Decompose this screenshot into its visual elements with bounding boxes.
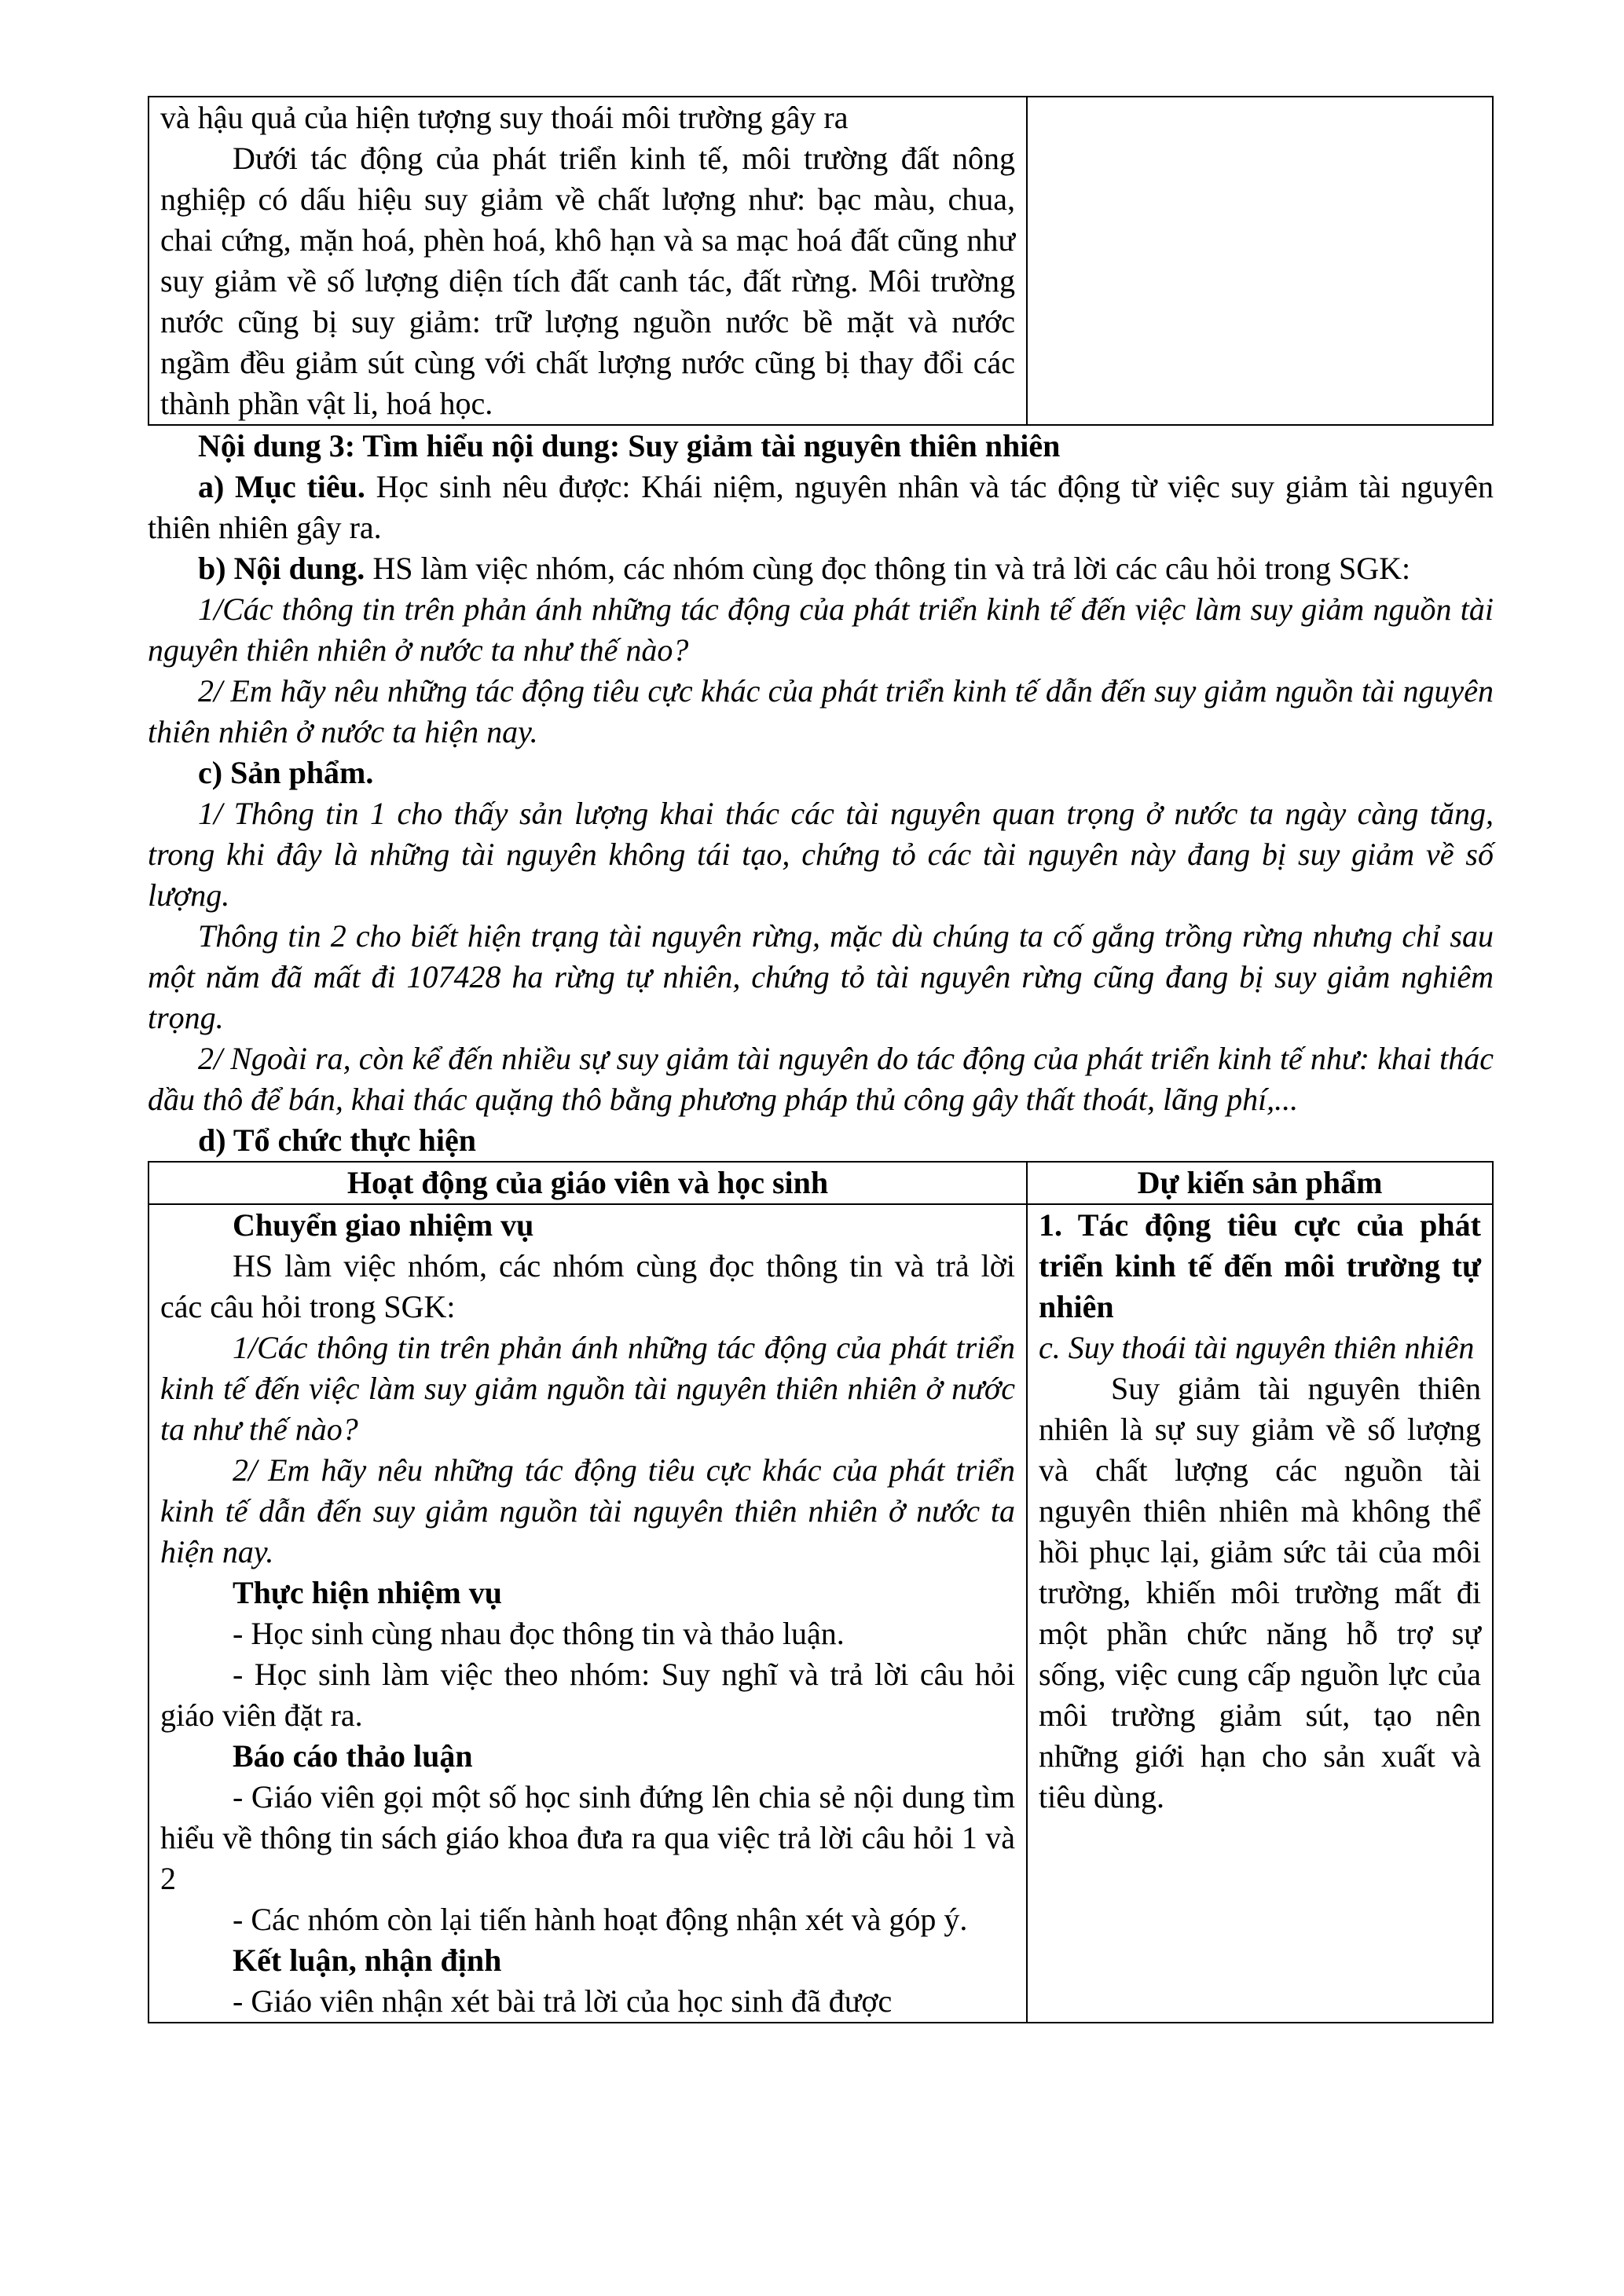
table-question-2: 2/ Em hãy nêu những tác động tiêu cực khác của phát triển kinh tế dẫn đến suy giảm nguồn tài nguyên thiên nhiên ở nước ta hiện nay. xyxy=(160,1452,1015,1569)
product-title: 1. Tác động tiêu cực của phát triển kinh tế đến môi trường tự nhiên xyxy=(1039,1207,1481,1324)
organization-label: d) Tổ chức thực hiện xyxy=(198,1122,476,1158)
top-table xyxy=(148,96,1494,426)
top-line: và hậu quả của hiện tượng suy thoái môi trường gây ra xyxy=(160,100,849,135)
conclusion-heading: Kết luận, nhận định xyxy=(233,1943,502,1978)
report-heading: Báo cáo thảo luận xyxy=(233,1738,473,1774)
top-paragraph: Dưới tác động của phát triển kinh tế, môi trường đất nông nghiệp có dấu hiệu suy giảm về chất lượng như: bạc màu, chua, chai cứng, mặn hoá, phèn hoá, khô hạn và sa mạc hoá đất cũng như suy giảm về số lượng diện tích đất canh tác, đất rừng. Môi trường nước cũng bị suy giảm: trữ lượng nguồn nước bề mặt và nước ngầm đều giảm sút cùng với chất lượng nước cũng bị thay đổi các thành phần vật li, hoá học. xyxy=(160,141,1015,421)
header-expected-product: Dự kiến sản phẩm xyxy=(1027,1162,1493,1204)
content-label: b) Nội dung. xyxy=(198,551,365,586)
content-paragraph xyxy=(148,548,1494,589)
report-item-2: - Các nhóm còn lại tiến hành hoạt động nhận xét và góp ý. xyxy=(233,1902,968,1937)
objective-text: Học sinh nêu được: Khái niệm, nguyên nhân và tác động từ việc suy giảm tài nguyên thiên nhiên gây ra. xyxy=(148,469,1494,545)
objective-label: a) Mục tiêu. xyxy=(198,469,365,504)
product-paragraph-1: 1/ Thông tin 1 cho thấy sản lượng khai thác các tài nguyên quan trọng ở nước ta ngày càng tăng, trong khi đây là những tài nguyên không tái tạo, chứng tỏ các tài nguyên này đang bị suy giảm về số lượng. xyxy=(148,796,1494,913)
question-1: 1/Các thông tin trên phản ánh những tác động của phát triển kinh tế đến việc làm suy giảm nguồn tài nguyên thiên nhiên ở nước ta như thế nào? xyxy=(148,591,1494,668)
expected-product-cell xyxy=(1027,1204,1493,2023)
product-paragraph-2: Thông tin 2 cho biết hiện trạng tài nguyên rừng, mặc dù chúng ta cố gắng trồng rừng nhưng chỉ sau một năm đã mất đi 107428 ha rừng tự nhiên, chứng tỏ tài nguyên rừng cũng đang bị suy giảm nghiêm trọng. xyxy=(148,918,1494,1035)
product-paragraph-3: 2/ Ngoài ra, còn kể đến nhiều sự suy giảm tài nguyên do tác động của phát triển kinh tế như: khai thác dầu thô để bán, khai thác quặng thô bằng phương pháp thủ công gây thất thoát, lãng phí,... xyxy=(148,1041,1494,1117)
task-assign-heading: Chuyển giao nhiệm vụ xyxy=(233,1207,534,1243)
task-assign-text: HS làm việc nhóm, các nhóm cùng đọc thông tin và trả lời các câu hỏi trong SGK: xyxy=(160,1248,1015,1324)
table-question-1: 1/Các thông tin trên phản ánh những tác động của phát triển kinh tế đến việc làm suy giảm nguồn tài nguyên thiên nhiên ở nước ta như thế nào? xyxy=(160,1330,1015,1447)
task-perform-heading: Thực hiện nhiệm vụ xyxy=(233,1575,502,1610)
section-content-3 xyxy=(148,426,1494,1161)
product-label: c) Sản phẩm. xyxy=(198,755,374,790)
report-item-1: - Giáo viên gọi một số học sinh đứng lên chia sẻ nội dung tìm hiểu về thông tin sách giáo khoa đưa ra qua việc trả lời câu hỏi 1 và 2 xyxy=(160,1779,1015,1896)
task-perform-item-2: - Học sinh làm việc theo nhóm: Suy nghĩ và trả lời câu hỏi giáo viên đặt ra. xyxy=(160,1657,1015,1733)
question-2: 2/ Em hãy nêu những tác động tiêu cực khác của phát triển kinh tế dẫn đến suy giảm nguồn tài nguyên thiên nhiên ở nước ta hiện nay. xyxy=(148,673,1494,749)
product-subtitle: c. Suy thoái tài nguyên thiên nhiên xyxy=(1039,1330,1475,1365)
activity-left-cell xyxy=(148,1204,1027,2023)
activity-table xyxy=(148,1161,1494,2023)
task-perform-item-1: - Học sinh cùng nhau đọc thông tin và thảo luận. xyxy=(233,1616,845,1651)
top-table-right-cell xyxy=(1027,97,1493,425)
product-paragraph: Suy giảm tài nguyên thiên nhiên là sự suy giảm về số lượng và chất lượng các nguồn tài nguyên thiên nhiên mà không thể hồi phục lại, giảm sức tải của môi trường, khiến môi trường mất đi một phần chức năng hỗ trợ sự sống, việc cung cấp nguồn lực của môi trường giảm sút, tạo nên những giới hạn cho sản xuất và tiêu dùng. xyxy=(1039,1371,1481,1814)
section-heading: Nội dung 3: Tìm hiểu nội dung: Suy giảm tài nguyên thiên nhiên xyxy=(198,428,1061,463)
top-table-left-cell xyxy=(148,97,1027,425)
objective-paragraph xyxy=(148,467,1494,548)
header-activity: Hoạt động của giáo viên và học sinh xyxy=(148,1162,1027,1204)
document-page xyxy=(148,96,1494,2023)
conclusion-item-1: - Giáo viên nhận xét bài trả lời của học sinh đã được xyxy=(233,1983,893,2019)
content-text: HS làm việc nhóm, các nhóm cùng đọc thông tin và trả lời các câu hỏi trong SGK: xyxy=(365,551,1411,586)
